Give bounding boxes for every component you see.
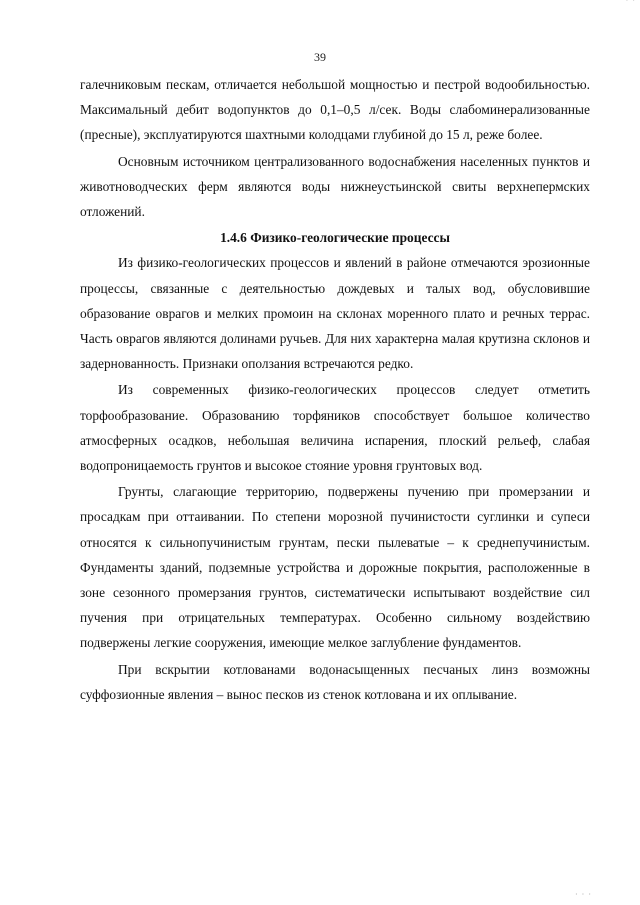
scan-artifact-mark: · · · [575,890,592,899]
paragraph-peat-formation: Из современных физико-геологических процессов следует отметить торфообразование. Образованию торфяников способствует большое количество атмосферных осадков, небольшая величина испарения, плоский рельеф, слабая водопроницаемость грунтов и высокое стояние уровня грунтовых вод. [80,382,590,474]
body-text [80,72,590,707]
paragraph-water-supply: Основным источником централизованного водоснабжения населенных пунктов и животноводческих ферм являются воды нижнеустьинской свиты верхнепермских отложений. [80,153,590,220]
paragraph-erosion: Из физико-геологических процессов и явлений в районе отмечаются эрозионные процессы, связанные с деятельностью дождевых и талых вод, обусловившие образование оврагов и мелких промоин на склонах моренного плато и речных террас. Часть оврагов являются долинами ручьев. Для них характерна малая крутизна склонов и задернованность. Признаки оползания встречаются редко. [80,255,590,372]
paragraph-continued: галечниковым пескам, отличается небольшой мощностью и пестрой водообильностью. Максимальный дебит водопунктов до 0,1–0,5 л/сек. Воды слабоминерализованные (пресные), эксплуатируются шахтными колодцами глубиной до 15 л, реже более. [80,77,590,143]
page-number: 39 [314,50,326,64]
paragraph-suffosion: При вскрытии котлованами водонасыщенных песчаных линз возможны суффозионные явления – вынос песков из стенок котлована и их оплывание. [80,661,590,702]
section-heading: 1.4.6 Физико-геологические процессы [220,230,450,246]
scan-artifact-mark: · · [625,0,636,5]
paragraph-frost-heave: Грунты, слагающие территорию, подвержены пучению при промерзании и просадкам при оттаивании. По степени морозной пучинистости суглинки и супеси относятся к сильнопучинистым грунтам, пески пылеватые – к среднепучинистым. Фундаменты зданий, подземные устройства и дорожные покрытия, расположенные в зоне сезонного промерзания грунтов, систематически испытывают воздействие сил пучения при отрицательных температурах. Особенно сильному воздействию подвержены легкие сооружения, имеющие мелкое заглубление фундаментов. [80,484,590,651]
